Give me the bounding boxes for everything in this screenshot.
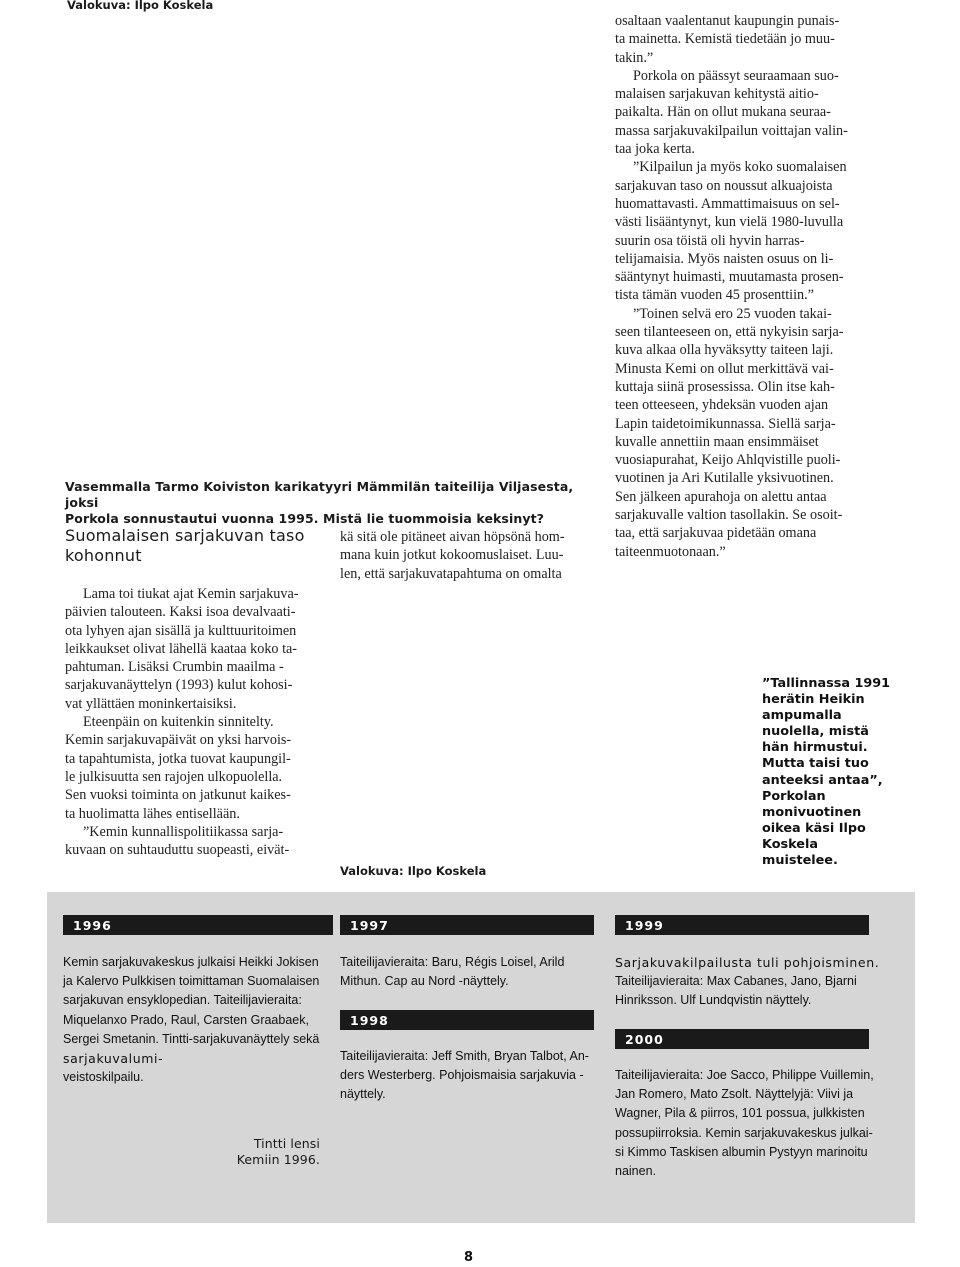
text-line: ota lyhyen ajan sisällä ja kulttuuritoimen xyxy=(65,622,297,639)
text-line: Lapin taidetoimikunnassa. Siellä sarja- xyxy=(615,415,836,432)
text-line: vat yllättäen moninkertaisiksi. xyxy=(65,695,237,712)
text-line: kuvaan on suhtauduttu suopeasti, eivät- xyxy=(65,842,290,859)
text-line: ta mainetta. Kemistä tiedetään jo muu- xyxy=(615,31,835,48)
caption-line: Kemiin 1996. xyxy=(236,1152,320,1167)
entry-line: Taiteilijavieraita: Max Cabanes, Jano, Bjarni xyxy=(615,974,857,989)
timeline-entry-1996 xyxy=(63,953,338,1087)
entry-line: Wagner, Pila & piirros, 101 possua, julkkisten xyxy=(615,1106,865,1121)
pull-quote xyxy=(762,676,902,869)
text-line: Lama toi tiukat ajat Kemin sarjakuva- xyxy=(83,586,299,602)
article-column-1 xyxy=(65,585,320,859)
text-line: paikalta. Hän on ollut mukana seuraa- xyxy=(615,104,831,121)
text-line: telijamaisia. Myös naisten osuus on li- xyxy=(615,250,834,267)
text-line: Porkola on päässyt seuraamaan suo- xyxy=(633,67,839,84)
entry-line: Kemin sarjakuvakeskus julkaisi Heikki Jokisen xyxy=(63,955,319,969)
text-line: takin.” xyxy=(615,49,654,66)
text-line: kä sitä ole pitäneet aivan höpsönä hom- xyxy=(340,529,565,545)
entry-line: si Kimmo Taskisen albumin Pystyyn marinoitu xyxy=(615,1144,868,1159)
text-line: ”Kilpailun ja myös koko suomalaisen xyxy=(633,159,847,176)
text-line: Sen vuoksi toiminta on jatkunut kaikes- xyxy=(65,787,291,804)
text-line: Kemin sarjakuvapäivät on yksi harvois- xyxy=(65,732,292,749)
year-badge-1997: 1997 xyxy=(340,915,594,935)
quote-line: oikea käsi Ilpo xyxy=(762,820,866,836)
entry-line: Taiteilijavieraita: Jeff Smith, Bryan Talbot, An- xyxy=(340,1049,589,1063)
timeline-entry-1999 xyxy=(615,953,880,1011)
year-badge-1996: 1996 xyxy=(63,915,333,935)
text-line: malaisen sarjakuvan kehitystä aitio- xyxy=(615,86,819,103)
entry-line: ja Kalervo Pulkkisen toimittaman Suomalaisen xyxy=(63,974,320,989)
page-number: 8 xyxy=(464,1250,474,1265)
text-line: sarjakuvalle valtion tasollakin. Se osoit- xyxy=(615,507,843,524)
year-badge-1999: 1999 xyxy=(615,915,869,935)
text-line: taiteenmuotonaan.” xyxy=(615,543,726,560)
quote-line: hän hirmustui. xyxy=(762,740,868,756)
text-line: sarjakuvan taso on noussut alkuajoista xyxy=(615,177,833,194)
entry-line: Taiteilijavieraita: Joe Sacco, Philippe Vuillemin, xyxy=(615,1068,874,1082)
photo-credit-top: Valokuva: Ilpo Koskela xyxy=(67,0,214,12)
entry-line: Sarjakuvakilpailusta tuli pohjoisminen. xyxy=(615,955,880,970)
text-line: mana kuin jotkut kokoomuslaiset. Luu- xyxy=(340,547,564,564)
entry-line: nainen. xyxy=(615,1164,657,1179)
text-line: kuvalle annettiin maan ensimmäiset xyxy=(615,433,819,450)
timeline-entry-2000 xyxy=(615,1066,880,1181)
photo-credit-mid: Valokuva: Ilpo Koskela xyxy=(340,864,487,878)
quote-line: muistelee. xyxy=(762,853,838,869)
text-line: massa sarjakuvakilpailun voittajan valin- xyxy=(615,122,848,139)
text-line: vuotinen ja Ari Kutilalle yksivuotinen. xyxy=(615,470,834,487)
text-line: vuosiapurahat, Keijo Ahlqvistille puoli- xyxy=(615,452,841,469)
text-line: taa, että sarjakuvaa pidetään omana xyxy=(615,525,817,542)
text-line: le julkisuutta sen rajojen ulkopuolella. xyxy=(65,768,283,785)
entry-line: Miquelanxo Prado, Raul, Carsten Graabaek, xyxy=(63,1012,309,1027)
quote-line: Mutta taisi tuo xyxy=(762,756,869,772)
photo-caption-top xyxy=(65,479,585,527)
entry-line: näyttely. xyxy=(340,1087,386,1102)
quote-line: monivuotinen xyxy=(762,804,862,820)
year-badge-1998: 1998 xyxy=(340,1010,594,1030)
text-line: päivien talouteen. Kaksi isoa devalvaati- xyxy=(65,604,296,621)
timeline-entry-1998 xyxy=(340,1047,602,1105)
text-line: ”Kemin kunnallispolitiikassa sarja- xyxy=(83,823,284,840)
entry-line: Jan Romero, Mato Zsolt. Näyttelyjä: Viivi ja xyxy=(615,1087,854,1102)
entry-line: sarjakuvan ensyklopedian. Taiteilijavieraita: xyxy=(63,993,302,1008)
entry-line: veistoskilpailu. xyxy=(63,1070,144,1085)
quote-line: Koskela xyxy=(762,836,818,852)
text-line: teen otteeseen, yhdeksän vuoden ajan xyxy=(615,397,829,414)
section-heading xyxy=(65,526,325,566)
text-line: ta huolimatta lähes entisellään. xyxy=(65,805,240,822)
quote-line: herätin Heikin xyxy=(762,692,865,708)
entry-line: Sergei Smetanin. Tintti-sarjakuvanäyttely sekä xyxy=(63,1031,320,1046)
quote-line: Porkolan xyxy=(762,788,826,804)
text-line: ta tapahtumista, jotka tuovat kaupungil- xyxy=(65,750,291,767)
entry-line: ders Westerberg. Pohjoismaisia sarjakuvia - xyxy=(340,1068,584,1083)
caption-line: Porkola sonnustautui vuonna 1995. Mistä lie tuommoisia keksinyt? xyxy=(65,511,545,526)
tintti-photo-caption xyxy=(200,1136,320,1168)
text-line: Minusta Kemi on ollut merkittävä vai- xyxy=(615,360,834,377)
text-line: huomattavasti. Ammattimaisuus on sel- xyxy=(615,195,840,212)
text-line: taa joka kerta. xyxy=(615,141,695,158)
timeline-entry-1997 xyxy=(340,953,602,991)
entry-line: Mithun. Cap au Nord -näyttely. xyxy=(340,974,509,989)
caption-line: Vasemmalla Tarmo Koiviston karikatyyri Mämmilän taiteilija Viljasesta, joksi xyxy=(65,479,574,510)
text-line: osaltaan vaalentanut kaupungin punais- xyxy=(615,13,840,29)
article-column-2 xyxy=(340,528,593,583)
quote-line: nuolella, mistä xyxy=(762,724,869,740)
text-line: len, että sarjakuvatapahtuma on omalta xyxy=(340,565,562,582)
text-line: Sen jälkeen apurahoja on alettu antaa xyxy=(615,488,827,505)
text-line: leikkaukset olivat lähellä kaataa koko ta- xyxy=(65,640,298,657)
text-line: ”Toinen selvä ero 25 vuoden takai- xyxy=(633,305,832,322)
entry-line: sarjakuvalumi- xyxy=(63,1051,164,1067)
text-line: kuva alkaa olla hyväksytty taiteen laji. xyxy=(615,342,834,359)
heading-line: kohonnut xyxy=(65,546,142,565)
entry-line: Hinriksson. Ulf Lundqvistin näyttely. xyxy=(615,993,812,1008)
text-line: suurin osa töistä oli hyvin harras- xyxy=(615,232,805,249)
text-line: västi lisääntynyt, kun vielä 1980-luvulla xyxy=(615,214,844,231)
year-badge-2000: 2000 xyxy=(615,1029,869,1049)
text-line: tista tämän vuoden 45 prosenttiin.” xyxy=(615,287,814,304)
text-line: pahtuman. Lisäksi Crumbin maailma - xyxy=(65,659,284,676)
heading-line: Suomalaisen sarjakuvan taso xyxy=(65,526,305,545)
caption-line: Tintti lensi xyxy=(253,1136,320,1151)
entry-line: possupiirroksia. Kemin sarjakuvakeskus julkai- xyxy=(615,1125,873,1140)
quote-line: anteeksi antaa”, xyxy=(762,772,883,788)
text-line: seen tilanteeseen on, että nykyisin sarja- xyxy=(615,324,844,341)
quote-line: ampumalla xyxy=(762,708,842,724)
text-line: sääntynyt huimasti, muutamasta prosen- xyxy=(615,269,844,286)
quote-line: ”Tallinnassa 1991 xyxy=(762,676,891,691)
article-column-3 xyxy=(615,12,870,561)
entry-line: Taiteilijavieraita: Baru, Régis Loisel, Arild xyxy=(340,955,565,969)
text-line: kuttaja siinä prosessissa. Olin itse kah- xyxy=(615,378,835,395)
text-line: sarjakuvanäyttelyn (1993) kulut kohosi- xyxy=(65,677,293,694)
text-line: Eteenpäin on kuitenkin sinnitelty. xyxy=(83,714,274,731)
